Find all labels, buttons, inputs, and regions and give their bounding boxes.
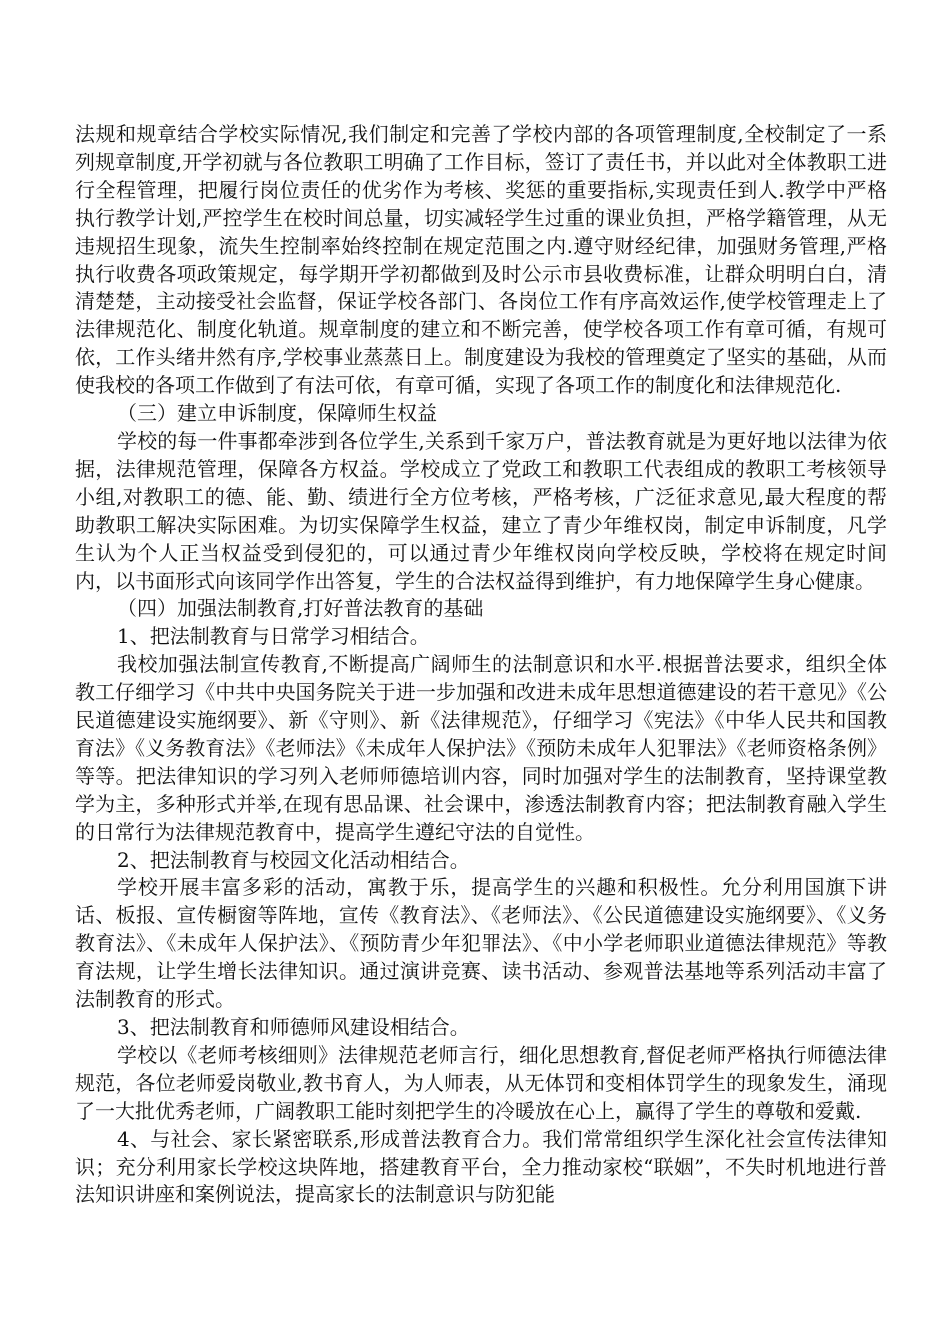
heading-section-3: （三）建立申诉制度，保障师生权益 [117, 401, 437, 426]
paragraph-family-society: 4、与社会、家长紧密联系,形成普法教育合力。我们常常组织学生深化社会宣传法律知识；充分利用家长学校这块阵地，搭建教育平台，全力推动家校“联姻”，不失时机地进行普法知识讲座和案例说法，提高家长的法制意识与防犯能 [75, 1126, 887, 1207]
subheading-item-3: 3、把法制教育和师德师风建设相结合。 [117, 1015, 470, 1039]
paragraph-campus-activities: 学校开展丰富多彩的活动，寓教于乐，提高学生的兴趣和积极性。允分利用国旗下讲话、板报、宣传橱窗等阵地，宣传《教育法》、《老师法》、《公民道德建设实施纲要》、《义务教育法》、《未成年人保护法》、《预防青少年犯罪法》、《中小学老师职业道德法律规范》等教育法规，让学生增长法律知识。通过演讲竞赛、读书活动、参观普法基地等系列活动丰富了法制教育的形式。 [75, 875, 887, 1012]
paragraph-management-rules: 法规和规章结合学校实际情况,我们制定和完善了学校内部的各项管理制度,全校制定了一系列规章制度,开学初就与各位教职工明确了工作目标，签订了责任书，并以此对全体教职工进行全程管理，把履行岗位责任的优劣作为考核、奖惩的重要指标,实现责任到人.教学中严格执行教学计划,严控学生在校时间总量，切实减轻学生过重的课业负担，严格学籍管理，从无违规招生现象，流失生控制率始终控制在规定范围之内.遵守财经纪律，加强财务管理,严格执行收费各项政策规定，每学期开学初都做到及时公示市县收费标准，让群众明明白白，清清楚楚，主动接受社会监督，保证学校各部门、各岗位工作有序高效运作,使学校管理走上了法律规范化、制度化轨道。规章制度的建立和不断完善，使学校各项工作有章可循，有规可依，工作头绪井然有序,学校事业蒸蒸日上。制度建设为我校的管理奠定了坚实的基础，从而使我校的各项工作做到了有法可依，有章可循，实现了各项工作的制度化和法律规范化. [75, 122, 887, 398]
heading-section-4: （四）加强法制教育,打好普法教育的基础 [117, 596, 484, 621]
paragraph-legal-study: 我校加强法制宣传教育,不断提高广阔师生的法制意识和水平.根据普法要求，组织全体教工仔细学习《中共中央国务院关于进一步加强和改进未成年思想道德建设的若干意见》《公民道德建设实施纲要》、新《守则》、新《法律规范》，仔细学习《宪法》《中华人民共和国教育法》《义务教育法》《老师法》《未成年人保护法》《预防未成年人犯罪法》《老师资格条例》等等。把法律知识的学习列入老师师德培训内容，同时加强对学生的法制教育，坚持课堂教学为主，多种形式并举,在现有思品课、社会课中，渗透法制教育内容；把法制教育融入学生的日常行为法律规范教育中，提高学生遵纪守法的自觉性。 [75, 652, 887, 844]
paragraph-teacher-ethics: 学校以《老师考核细则》法律规范老师言行，细化思想教育,督促老师严格执行师德法律规范，各位老师爱岗敬业,教书育人，为人师表，从无体罚和变相体罚学生的现象发生，涌现了一大批优秀老师，广阔教职工能时刻把学生的冷暖放在心上，赢得了学生的尊敬和爱戴. [75, 1042, 887, 1123]
subheading-item-2: 2、把法制教育与校园文化活动相结合。 [117, 847, 470, 872]
paragraph-appeal-system: 学校的每一件事都牵涉到各位学生,关系到千家万户，普法教育就是为更好地以法律为依据，法律规范管理，保障各方权益。学校成立了党政工和教职工代表组成的教职工考核领导小组,对教职工的德、能、勤、绩进行全方位考核，严格考核，广泛征求意见,最大程度的帮助教职工解决实际困难。为切实保障学生权益，建立了青少年维权岗，制定申诉制度，凡学生认为个人正当权益受到侵犯的，可以通过青少年维权岗向学校反映，学校将在规定时间内，以书面形式向该同学作出答复，学生的合法权益得到维护，有力地保障学生身心健康。 [75, 428, 887, 593]
subheading-item-1: 1、把法制教育与日常学习相结合。 [117, 624, 430, 649]
document-page [75, 121, 887, 1209]
